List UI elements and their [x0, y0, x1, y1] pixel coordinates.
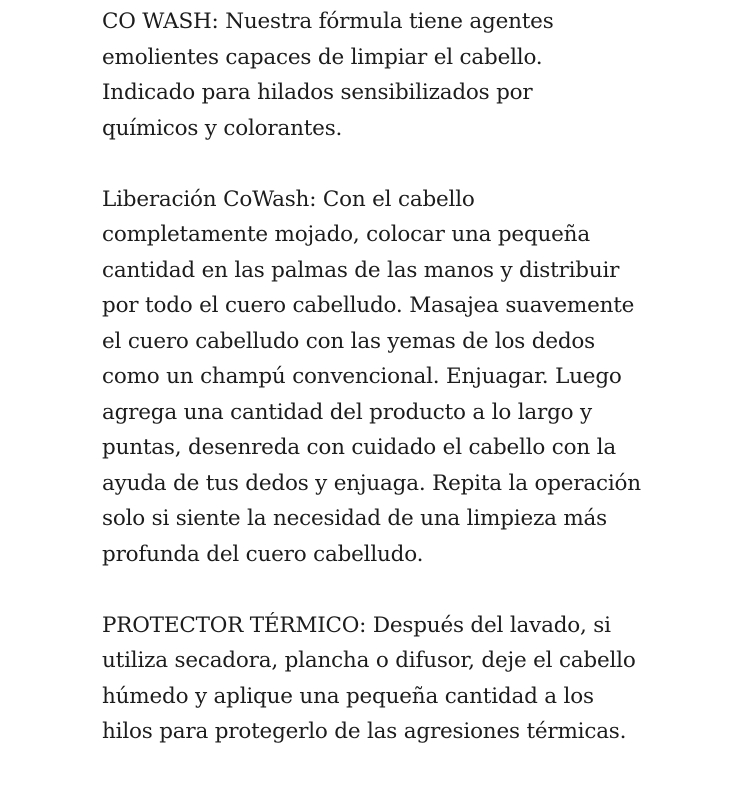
- text-line: ayuda de tus dedos y enjuaga. Repita la operación: [102, 470, 641, 496]
- text-line: utiliza secadora, plancha o difusor, deje el cabello: [102, 648, 636, 673]
- paragraph-co-wash: [102, 4, 742, 146]
- product-instructions-text: [102, 4, 742, 785]
- text-line: puntas, desenreda con cuidado el cabello con la: [102, 435, 616, 460]
- text-line: solo si siente la necesidad de una limpieza más: [102, 506, 607, 531]
- text-line: emolientes capaces de limpiar el cabello.: [102, 44, 543, 70]
- text-line: profunda del cuero cabelludo.: [102, 541, 424, 567]
- text-line: hilos para protegerlo de las agresiones térmicas.: [102, 719, 627, 744]
- text-line: CO WASH: Nuestra fórmula tiene agentes: [102, 9, 554, 34]
- text-line: agrega una cantidad del producto a lo largo y: [102, 399, 592, 425]
- paragraph-liberacion-cowash: [102, 182, 742, 573]
- paragraph-protector-termico: [102, 608, 742, 750]
- text-line: Indicado para hilados sensibilizados por: [102, 80, 533, 105]
- text-line: químicos y colorantes.: [102, 115, 343, 141]
- text-line: como un champú convencional. Enjuagar. Luego: [102, 364, 622, 389]
- text-line: completamente mojado, colocar una pequeña: [102, 222, 590, 247]
- text-line: el cuero cabelludo con las yemas de los dedos: [102, 328, 595, 354]
- text-line: por todo el cuero cabelludo. Masajea suavemente: [102, 293, 635, 318]
- text-line: Liberación CoWash: Con el cabello: [102, 186, 475, 212]
- text-line: húmedo y aplique una pequeña cantidad a los: [102, 683, 594, 709]
- text-line: PROTECTOR TÉRMICO: Después del lavado, si: [102, 612, 611, 638]
- text-line: cantidad en las palmas de las manos y distribuir: [102, 257, 620, 283]
